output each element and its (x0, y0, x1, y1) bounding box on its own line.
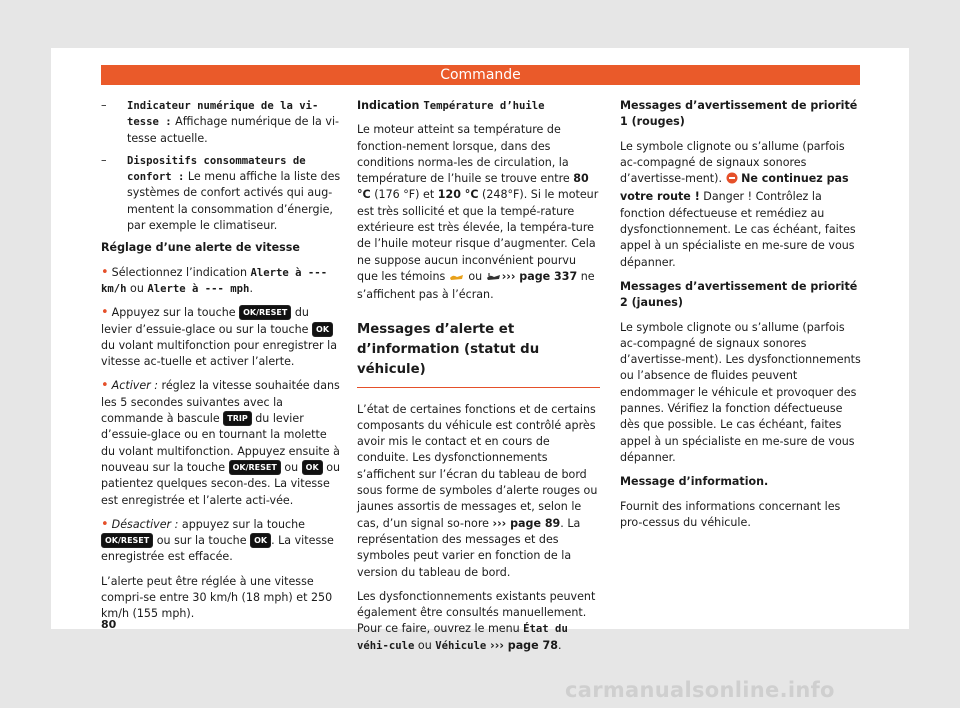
list-item: – Dispositifs consommateurs de confort : Le menu affiche la liste des systèmes de confort activés qui aug-mentent la consommation d’énergie, par exemple le climatiseur. (101, 153, 341, 233)
bullet-item: • Activer : réglez la vitesse souhaitée dans les 5 secondes suivantes avec la commande à bascule TRIP du levier d’essuie-glace ou en tournant la molette du volant multifonction. Appuyez ensuite à nouveau sur la touche OK/RESET ou OK ou patientez quelques secon-des. La vitesse est enregistrée et l’alerte acti-vée. (101, 378, 341, 507)
page-reference-link[interactable]: ››› page 337 (501, 269, 578, 283)
manual-page (51, 48, 909, 652)
bullet-icon: • (101, 516, 109, 532)
section-title: Messages d’alerte et d’information (statut du véhicule) (357, 320, 600, 388)
paragraph: Le moteur atteint sa température de fonction-nement lorsque, dans des conditions norma-les de circulation, la température de l’huile se trouve entre 80 °C (176 °F) et 120 °C (248°F). Si le moteur est très sollicité et que la tempé-rature extérieure est très élevée, la tempéra-ture de l’huile moteur risque d’augmenter. Cela ne suppose aucun inconvénient pourvu que les témoins ou ››› page 337 ne s’affichent pas à l’écran. (357, 123, 599, 302)
paragraph: Les dysfonctionnements existants peuvent également être consultés manuellement. Pour ce faire, ouvrez le menu État du véhi-cule ou Véhicule ››› page 78. (357, 589, 596, 652)
section-heading: Indication Température d’huile (357, 99, 545, 112)
section-heading: Messages d’avertissement de priorité 1 (rouges) (620, 99, 858, 129)
page-reference-link[interactable]: ››› page 78 (486, 638, 558, 652)
paragraph: Le symbole clignote ou s’allume (parfois ac-compagné de signaux sonores d’avertisse-ment). Ne continuez pas votre route ! Danger ! Contrôlez la fonction défectueuse et remédiez au dysfonctionnement. Le cas échéant, faites appel à un spécialiste en me-sure de vous dépanner. (620, 139, 856, 269)
paragraph: Le symbole clignote ou s’allume (parfois ac-compagné de signaux sonores d’avertisse-ment). Les dysfonctionnements ou l’absence de fluides peuvent endommager le véhicule et provoquer des pannes. Vérifiez la fonction défectueuse dès que possible. Le cas échéant, faites appel à un spécialiste en me-sure de vous dépanner. (620, 320, 861, 464)
column-right (620, 98, 861, 539)
bullet-icon: • (101, 264, 109, 280)
chapter-header: Commande (101, 65, 860, 85)
paragraph: L’état de certaines fonctions et de certains composants du véhicule est contrôlé après avoir mis le contact et en cours de conduite. Les dysfonctionnements s’affichent sur l’écran du tableau de bord sous forme de symboles d’alerte rouges ou jaunes assortis de messages et, selon le cas, d’un signal so-nore ››› page 89. La représentation des messages et des symboles peut varier en fonction de la version du tableau de bord. (357, 402, 598, 579)
bullet-item: • Appuyez sur la touche OK/RESET du levier d’essuie-glace ou sur la touche OK du volant multifonction pour enregistrer la vitesse ac-tuelle et activer l’alerte. (101, 305, 338, 369)
page-number: 80 (101, 618, 117, 631)
section-heading: Messages d’avertissement de priorité 2 (jaunes) (620, 279, 858, 310)
bullet-item: • Sélectionnez l’indication Alerte à --- km/h ou Alerte à --- mph. (101, 264, 328, 295)
column-left (101, 98, 342, 631)
section-heading: Réglage d’une alerte de vitesse (101, 241, 300, 255)
page-reference-link[interactable]: ››› page 89 (492, 516, 561, 530)
trip-key-icon: TRIP (223, 411, 251, 426)
paragraph: Fournit des informations concernant les pro-cessus du véhicule. (620, 499, 841, 529)
list-item: – Indicateur numérique de la vi-tesse : Affichage numérique de la vi-tesse actuelle. (101, 99, 340, 145)
oil-pressure-icon (486, 271, 502, 287)
ok-reset-key-icon: OK/RESET (229, 460, 281, 475)
stop-warning-icon (726, 172, 738, 189)
menu-option-label: Dispositifs consommateurs de confort : (127, 154, 306, 184)
ok-reset-key-icon: OK/RESET (101, 533, 153, 548)
oil-temperature-icon (449, 271, 465, 287)
bullet-item: • Désactiver : appuyez sur la touche OK/RESET ou sur la touche OK . La vitesse enregistrée est effacée. (101, 516, 334, 564)
section-heading: Message d’information. (620, 475, 769, 489)
ok-key-icon: OK (250, 533, 271, 548)
ok-reset-key-icon: OK/RESET (239, 305, 291, 320)
ok-key-icon: OK (312, 322, 333, 337)
column-middle (357, 98, 600, 662)
bullet-icon: • (101, 305, 109, 321)
paragraph: L’alerte peut être réglée à une vitesse compri-se entre 30 km/h (18 mph) et 250 km/h (155 mph). (101, 574, 333, 621)
menu-option-label: Indicateur numérique de la vi-tesse : (127, 100, 319, 129)
ok-key-icon: OK (302, 460, 323, 475)
watermark: carmanualsonline.info (565, 678, 835, 702)
bullet-icon: • (101, 378, 109, 394)
